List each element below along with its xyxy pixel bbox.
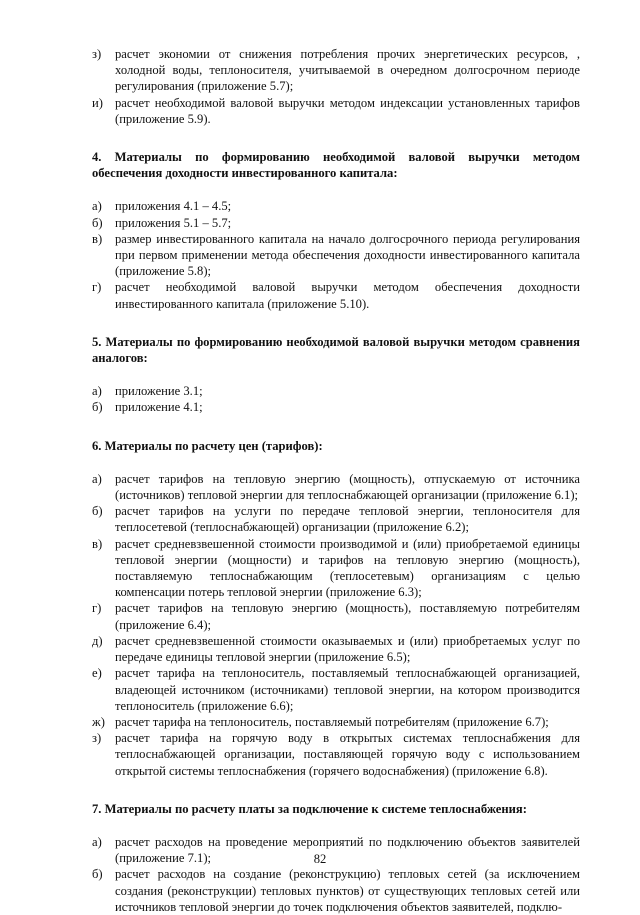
list-item-text: расчет расходов на проведение мероприятий по подключению объектов заявителей (приложение 7.1); xyxy=(115,834,580,866)
list-item xyxy=(92,95,580,127)
list-item-text: расчет тарифов на услуги по передаче тепловой энергии, теплоносителя для теплосетевой (теплоснабжающей) организации (приложение 6.2); xyxy=(115,504,580,535)
section-7-heading: 7. Материалы по расчету платы за подключение к системе теплоснабжения: xyxy=(92,801,527,816)
list-marker: б) xyxy=(92,400,103,415)
list-item xyxy=(92,503,580,535)
list-item-text: расчет тарифов на тепловую энергию (мощность), поставляемую потребителям (приложение 6.4); xyxy=(115,601,580,632)
list-item-text: расчет тарифа на горячую воду в открытых системах теплоснабжения для теплоснабжающей организации, поставляющей горячую воду с использованием открытой системы теплоснабжения (горячего водоснабжения) (приложение 6.8). xyxy=(115,731,580,778)
list-marker: а) xyxy=(92,199,102,214)
list-marker: а) xyxy=(92,471,102,486)
section-7-list xyxy=(92,834,580,915)
list-item xyxy=(92,399,580,415)
list-item xyxy=(92,866,580,915)
list-marker: б) xyxy=(92,215,103,230)
list-item-text: расчет средневзвешенной стоимости оказываемых и (или) приобретаемых услуг по передаче единицы тепловой энергии (приложение 6.5); xyxy=(115,633,580,665)
list-marker: а) xyxy=(92,834,102,849)
list-item xyxy=(92,46,580,95)
list-marker: ж) xyxy=(92,714,105,729)
list-item-text: расчет тарифов на тепловую энергию (мощность), отпускаемую от источника (источников) тепловой энергии для теплоснабжающей организации (приложение 6.1); xyxy=(115,471,580,503)
list-item-text: приложения 4.1 – 4.5; xyxy=(115,199,232,214)
list-item xyxy=(92,198,580,214)
section-4-list xyxy=(92,198,580,311)
section-5-list xyxy=(92,383,580,415)
list-item-text: расчет расходов на создание (реконструкцию) тепловых сетей (за исключением создания (реконструкции) тепловых пунктов) от существующих тепловых сетей или источников тепловой энергии до точек подключения объектов заявителей, подклю- xyxy=(115,867,580,914)
section-4-heading: 4. Материалы по формированию необходимой валовой выручки методом обеспечения доходности инвестированного капитала: xyxy=(92,150,580,181)
list-marker: и) xyxy=(92,95,103,110)
list-item-text: расчет экономии от снижения потребления прочих энергетических ресурсов, , холодной воды, теплоносителя, учитываемой в очередном долгосрочном периоде регулирования (приложение 5.7); xyxy=(115,47,580,94)
list-marker: в) xyxy=(92,231,103,246)
list-item xyxy=(92,215,580,231)
list-item xyxy=(92,730,580,779)
list-item xyxy=(92,383,580,399)
list-item xyxy=(92,665,580,714)
list-marker: з) xyxy=(92,731,102,746)
list-item xyxy=(92,231,580,280)
list-item xyxy=(92,714,580,730)
list-marker: д) xyxy=(92,633,103,648)
section-5-heading: 5. Материалы по формированию необходимой валовой выручки методом сравнения аналогов: xyxy=(92,334,580,366)
list-marker: е) xyxy=(92,666,102,681)
list-item xyxy=(92,633,580,665)
list-marker: г) xyxy=(92,601,102,616)
list-marker: б) xyxy=(92,867,103,882)
list-marker: б) xyxy=(92,504,103,519)
list-item-text: расчет тарифа на теплоноситель, поставляемый потребителям (приложение 6.7); xyxy=(115,714,549,729)
list-item-text: размер инвестированного капитала на начало долгосрочного периода регулирования при первом применении метода обеспечения доходности инвестированного капитала (приложение 5.8); xyxy=(115,231,580,279)
list-item-text: расчет средневзвешенной стоимости производимой и (или) приобретаемой единицы тепловой энергии (мощности) и тарифов на тепловую энергию (мощность), поставляемую теплоснабжающим (теплосетевым) организациям с целью компенсации потерь тепловой энергии (приложение 6.3); xyxy=(115,536,580,600)
list-item-text: расчет необходимой валовой выручки методом обеспечения доходности инвестированного капитала (приложение 5.10). xyxy=(115,280,580,311)
list-item-text: приложения 5.1 – 5.7; xyxy=(115,215,232,230)
list-item xyxy=(92,279,580,311)
list-item xyxy=(92,536,580,601)
list-item-text: расчет тарифа на теплоноситель, поставляемый теплоснабжающей организацией, владеющей источником (источниками) тепловой энергии, на котором производится теплоноситель (приложение 6.6); xyxy=(115,666,580,713)
section-6-list xyxy=(92,471,580,779)
list-item-text: приложение 4.1; xyxy=(115,400,203,415)
page-number: 82 xyxy=(313,852,327,866)
list-marker: г) xyxy=(92,280,102,295)
list-marker: з) xyxy=(92,47,102,61)
list-item xyxy=(92,471,580,503)
list-item xyxy=(92,600,580,632)
list-item-text: приложение 3.1; xyxy=(115,384,203,399)
list-marker: а) xyxy=(92,384,102,399)
list-marker: в) xyxy=(92,536,103,551)
list-item-text: расчет необходимой валовой выручки методом индексации установленных тарифов (приложение 5.9). xyxy=(115,95,580,126)
section-6-heading: 6. Материалы по расчету цен (тарифов): xyxy=(92,438,323,453)
intro-list xyxy=(92,46,580,127)
